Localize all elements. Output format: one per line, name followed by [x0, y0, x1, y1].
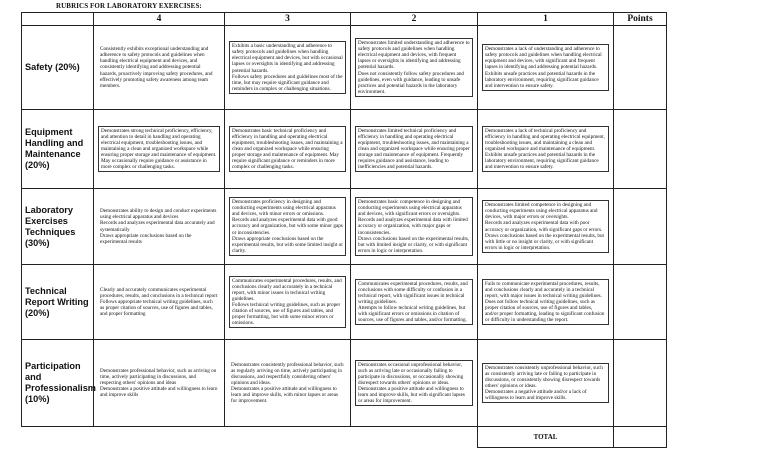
total-row	[22, 427, 667, 448]
points-cell	[614, 110, 667, 189]
descriptor-1: Demonstrates a lack of technical proficiency and efficiency in handling and operating electrical equipment, troubleshooting issues, and maintaining a clean and organized workspace and maintenance of equipment. Exhibits unsafe practices and potential hazards in the laboratory environment, requiring significant guidance and intervention to ensure safety.	[482, 126, 609, 173]
rubric-row-techniques	[22, 189, 667, 265]
criterion-label: Technical Report Writing (20%)	[22, 265, 94, 340]
descriptor-3: Communicates experimental procedures, results, and conclusions clearly and accurately in a technical report, with minor issues in technical writing guidelines. Follows technical writing guidelines, such as proper citation of sources, use of figures and tables, and proper formatting, but with some minor errors or omissions.	[229, 276, 346, 329]
points-cell	[614, 26, 667, 110]
descriptor-2: Demonstrates occasional unprofessional behavior, such as arriving late or occasionally failing to participate in discussions, or occasionally showing disrespect towards others' opinions or ideas. Demonstrates a positive attitude and willingness to learn and improve skills, but with significant lapses or areas for improvement.	[355, 360, 473, 407]
rubric-row-participation	[22, 340, 667, 427]
points-cell	[614, 340, 667, 427]
header-points: Points	[614, 13, 667, 26]
criterion-label: Equipment Handling and Maintenance (20%)	[22, 110, 94, 189]
descriptor-1: Demonstrates a lack of understanding and adherence to safety protocols and guidelines when handling electrical equipment and devices, with significant and frequent lapses in identifying and addressing potential hazards. Exhibits unsafe practices and potential hazards in the laboratory environment, requiring significant guidance and intervention to ensure safety.	[482, 44, 609, 91]
descriptor-2: Demonstrates basic competence in designing and conducting experiments using electrical apparatus and devices, with significant errors or oversights. Records and analyzes experimental data with limited accuracy or organization, with major gaps or inconsistencies. Draws conclusions based on the experimental results, but with limited insight or clarity, or with significant errors in logic or interpretation.	[355, 197, 473, 256]
header-score-1: 1	[478, 13, 614, 26]
criterion-label: Safety (20%)	[22, 26, 94, 110]
total-points-cell	[614, 427, 667, 448]
header-score-2: 2	[351, 13, 478, 26]
criterion-label: Participation and Professionalism (10%)	[22, 340, 94, 427]
total-label: TOTAL	[478, 427, 614, 448]
descriptor-3: Demonstrates consistently professional behavior, such as regularly arriving on time, actively participating in discussions, and respectfully considering others' opinions and ideas. Demonstrates a positive attitude and willingness to learn and improve skills, with minor lapses or areas for improvement.	[231, 361, 344, 405]
rubric-heading: RUBRICS FOR LABORATORY EXERCISES:	[56, 2, 202, 10]
points-cell	[614, 265, 667, 340]
points-cell	[614, 189, 667, 265]
descriptor-2: Demonstrates limited understanding and adherence to safety protocols and guidelines when handling electrical equipment and devices, with frequent lapses or oversights in identifying and addressing potential hazards. Does not consistently follow safety procedures and guidelines, even with guidance, leading to unsafe practices and potential hazards in the laboratory environment.	[355, 38, 473, 97]
descriptor-2: Communicates experimental procedures, results, and conclusions with some difficulty or confusion in a technical report, with significant issues in technical writing guidelines. Attempts to follow technical writing guidelines, but with significant errors or omissions in citation of sources, use of figures and tables, and/or formatting.	[355, 279, 473, 326]
criterion-label: Laboratory Exercises Techniques (30%)	[22, 189, 94, 265]
descriptor-4: Demonstrates strong technical proficiency, efficiency, and attention to detail in handling and operating electrical equipment, troubleshooting issues, and maintaining a clean and organized workspace while ensuring proper storage and maintenance of equipment. May occasionally require guidance or assistance in more complex or challenging tasks.	[98, 126, 220, 173]
descriptor-3: Demonstrates proficiency in designing and conducting experiments using electrical apparatus and devices, with minor errors or omissions. Records and analyzes experimental data with good accuracy and organization, but with some minor gaps or inconsistencies. Draws appropriate conclusions based on the experimental results, but with some limited insight or clarity.	[229, 197, 346, 256]
rubric-row-equipment	[22, 110, 667, 189]
descriptor-3: Exhibits a basic understanding and adherence to safety protocols and guidelines when handling electrical equipment and devices, but with occasional lapses or oversights in identifying and addressing potential hazards. Follows safety procedures and guidelines most of the time, but may require significant guidance and reminders in complex or challenging situations.	[229, 41, 346, 94]
descriptor-3: Demonstrates basic technical proficiency and efficiency in handling and operating electrical equipment, troubleshooting issues, and maintaining a clean and organized workspace while ensuring proper storage and maintenance of equipment. May require significant guidance or reminders in more complex or challenging tasks.	[229, 126, 346, 173]
descriptor-1: Demonstrates limited competence in designing and conducting experiments using electrical apparatus and devices, with major errors or oversights. Records and analyzes experimental data with poor accuracy or organization, with significant gaps or errors. Draws conclusions based on the experimental results, but with little or no insight or clarity, or with significant errors in logic or interpretation.	[482, 200, 609, 253]
header-score-4: 4	[94, 13, 225, 26]
header-row	[22, 13, 667, 26]
header-score-3: 3	[225, 13, 351, 26]
rubric-row-report	[22, 265, 667, 340]
header-criteria	[22, 13, 94, 26]
rubric-table	[21, 12, 667, 448]
descriptor-4: Consistently exhibits exceptional understanding and adherence to safety protocols and guidelines when handling electrical equipment and devices, and consistently identifying and addressing potential hazards, proactively improving safety procedures, and effectively promoting safety awareness among team members.	[100, 46, 213, 89]
descriptor-4: Demonstrates professional behavior, such as arriving on time, actively participating in discussions, and respecting others' opinions and ideas Demonstrates a positive attitude and willingness to learn and improve skills	[100, 367, 218, 399]
rubric-row-safety	[22, 26, 667, 110]
descriptor-2: Demonstrates limited technical proficiency and efficiency in handling and operating electrical equipment, troubleshooting issues, and maintaining a clean and organized workspace while ensuring proper storage and maintenance of equipment. Frequently requires guidance and assistance, leading to inefficiencies and potential hazards.	[355, 126, 473, 173]
descriptor-4: Demonstrates ability to design and conduct experiments using electrical apparatus and devices Records and analyzes experimental data accurately and systematically Draws appropriate conclusions based on the experimental results	[100, 208, 217, 245]
descriptor-1: Demonstrates consistently unprofessional behavior, such as consistently arriving late or failing to participate in discussions, or consistently showing disrespect towards others' opinions or ideas. Demonstrates a negative attitude and/or a lack of willingness to learn and improve skills.	[482, 363, 609, 404]
descriptor-1: Fails to communicate experimental procedures, results, and conclusions clearly and accurately in a technical report, with major issues in technical writing guidelines. Does not follow technical writing guidelines, such as proper citation of sources, use of figures and tables, and/or proper formatting, leading to significant confusion or difficulty in understanding the report.	[482, 279, 609, 326]
descriptor-4: Clearly and accurately communicates experimental procedures, results, and conclusions in a technical report Follows appropriate technical writing guidelines, such as proper citation of sources, use of figures and tables, and proper formatting	[100, 286, 218, 318]
